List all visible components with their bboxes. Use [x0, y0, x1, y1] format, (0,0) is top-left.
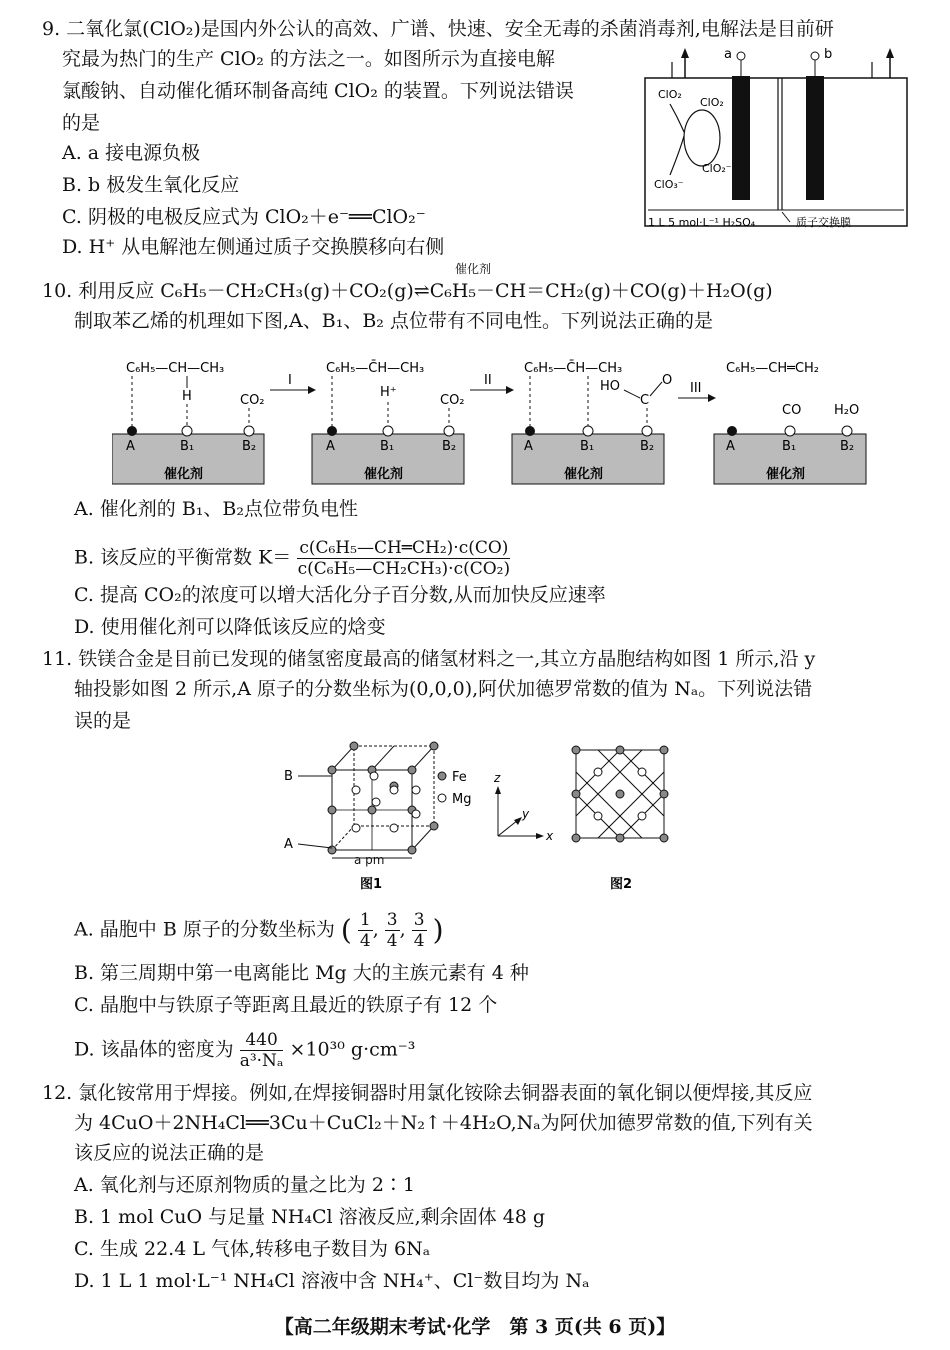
q9-membrane-label: 质子交换膜 — [796, 216, 851, 229]
q11-coord-z-den: 4 — [413, 931, 425, 951]
q9-option-c: C. 阴极的电极反应式为 ClO₂＋e⁻══ClO₂⁻ — [62, 206, 426, 228]
q11-coord-x-den: 4 — [359, 931, 371, 951]
q10-mechanism-figure — [112, 340, 870, 488]
q11-density-fraction — [240, 1030, 284, 1071]
q10-option-d: D. 使用催化剂可以降低该反应的焓变 — [74, 616, 386, 638]
q10-k-denominator: c(C₆H₅—CH₂CH₃)·c(CO₂) — [297, 559, 511, 579]
q10-line-1: 10. 利用反应 C₆H₅－CH₂CH₃(g)＋CO₂(g)⇌C₆H₅－CH＝CH₂(g)＋CO(g)＋H₂O(g) — [42, 280, 773, 302]
q11-legend-fe-dot — [438, 772, 446, 780]
q9-cell — [645, 78, 907, 226]
q11-option-c: C. 晶胞中与铁原子等距离且最近的铁原子有 12 个 — [74, 994, 498, 1016]
q10-panel-3 — [512, 361, 672, 484]
q10-panel-4-co: CO — [782, 403, 802, 418]
q11-legend-fe: Fe — [452, 770, 467, 785]
q9-line-4: 的是 — [62, 112, 101, 134]
q11-fig1-label: 图1 — [360, 877, 383, 892]
q10-panel-3-ho: HO — [600, 379, 621, 394]
q12-line-1: 12. 氯化铵常用于焊接。例如,在焊接铜器时用氯化铵除去铜器表面的氧化铜以便焊接,其反应 — [42, 1082, 813, 1104]
q10-step-1: I — [288, 373, 292, 388]
q11-paren-open: ( — [340, 913, 352, 947]
q11-crystal-figure — [276, 740, 676, 896]
q12-option-c: C. 生成 22.4 L 气体,转移电子数目为 6Nₐ — [74, 1238, 431, 1260]
q10-panel-3-site-a: A — [524, 439, 533, 454]
q10-panel-1-site-b2: B₂ — [242, 439, 257, 454]
q11-projection — [572, 746, 668, 842]
q9-label-b: b — [824, 47, 833, 62]
q11-density-den: a³·Nₐ — [239, 1051, 284, 1071]
q10-panel-3-molecule: C₆H₅—C̄H—CH₃ — [524, 361, 623, 376]
q9-outlet-arrow-left — [681, 48, 689, 58]
q11-coord-z — [412, 910, 427, 951]
q10-panel-3-site-b2: B₂ — [640, 439, 655, 454]
q11-legend-mg-dot — [438, 794, 446, 802]
q9-line-3: 氯酸钠、自动催化循环制备高纯 ClO₂ 的装置。下列说法错误 — [62, 80, 574, 102]
q11-coord-x — [358, 910, 373, 951]
q11-label-b: B — [284, 769, 293, 784]
q10-panel-1-h: H — [182, 389, 192, 404]
q11-coord-z-num: 3 — [413, 910, 425, 930]
q10-panel-2-molecule: C₆H₅—C̄H—CH₃ — [326, 361, 425, 376]
q9-outlet-arrow-right — [886, 48, 894, 58]
q10-panel-4-site-b2: B₂ — [840, 439, 855, 454]
q10-panel-1 — [112, 361, 265, 484]
q11-coord-y-den: 4 — [386, 931, 398, 951]
q10-panel-1-catalyst: 催化剂 — [164, 467, 204, 482]
q10-panel-1-site-a: A — [126, 439, 135, 454]
q10-panel-1-molecule: C₆H₅—CH—CH₃ — [126, 361, 225, 376]
q12-line-2: 为 4CuO＋2NH₄Cl══3Cu＋CuCl₂＋N₂↑＋4H₂O,Nₐ为阿伏加德罗常数的值,下列有关 — [74, 1112, 813, 1134]
q10-panel-4 — [714, 361, 866, 484]
q12-option-d: D. 1 L 1 mol·L⁻¹ NH₄Cl 溶液中含 NH₄⁺、Cl⁻数目均为 Nₐ — [74, 1270, 590, 1292]
q11-option-d — [74, 1030, 415, 1071]
q9-cycle — [684, 110, 720, 166]
q11-option-b: B. 第三周期中第一电离能比 Mg 大的主族元素有 4 种 — [74, 962, 529, 984]
q11-density-tail: ×10³⁰ g·cm⁻³ — [289, 1038, 416, 1061]
q10-arrow-label: 催化剂 — [455, 262, 492, 276]
q10-panel-3-c: C — [640, 393, 650, 408]
q10-k-fraction — [297, 538, 510, 579]
q10-panel-2-catalyst: 催化剂 — [364, 467, 404, 482]
q10-option-c: C. 提高 CO₂的浓度可以增大活化分子百分数,从而加快反应速率 — [74, 584, 606, 606]
q11-option-a-text: A. 晶胞中 B 原子的分数坐标为 — [74, 918, 335, 941]
q9-line-1: 9. 二氧化氯(ClO₂)是国内外公认的高效、广谱、快速、安全无毒的杀菌消毒剂,电解法是目前研 — [42, 18, 834, 40]
q10-panel-4-h2o: H₂O — [834, 403, 860, 418]
q11-density-num: 440 — [240, 1030, 284, 1051]
q10-panel-3-o: O — [662, 373, 673, 388]
q11-axis-y: y — [522, 807, 530, 821]
q11-label-a: A — [284, 837, 293, 852]
q11-axis-x: x — [546, 829, 554, 843]
q9-line-2: 究最为热门的生产 ClO₂ 的方法之一。如图所示为直接电解 — [62, 48, 555, 70]
q9-species-3: ClO₂⁻ — [702, 162, 732, 175]
q10-line-2: 制取苯乙烯的机理如下图,A、B₁、B₂ 点位带有不同电性。下列说法正确的是 — [74, 310, 713, 332]
q9-electrolysis-figure — [640, 40, 912, 232]
q10-option-b-text: B. 该反应的平衡常数 K＝ — [74, 546, 292, 569]
q9-electrolyte: 1 L 5 mol·L⁻¹ H₂SO₄ — [648, 216, 756, 229]
q11-option-a: A. 晶胞中 B 原子的分数坐标为 ( $\frac{1}{4}$ , $\frac{3}{4}$ , $\frac{3}{4}$ ) — [74, 910, 444, 951]
page-footer: 【高二年级期末考试·化学 第 3 页(共 6 页)】 — [274, 1316, 676, 1338]
q9-option-d: D. H⁺ 从电解池左侧通过质子交换膜移向右侧 — [62, 236, 445, 258]
q9-species-2: ClO₂ — [700, 96, 724, 109]
q9-electrode-b — [806, 76, 824, 200]
q11-legend-mg: Mg — [452, 792, 472, 807]
q10-panel-2-site-b1: B₁ — [380, 439, 395, 454]
q10-panel-2 — [312, 361, 465, 484]
q11-coord-y — [385, 910, 400, 951]
q9-terminal-b — [811, 52, 819, 60]
q10-panel-2-site-b2: B₂ — [442, 439, 457, 454]
q10-panel-4-molecule: C₆H₅—CH═CH₂ — [726, 361, 820, 376]
q9-species-4: ClO₃⁻ — [654, 178, 684, 191]
q10-step-2: II — [484, 373, 492, 388]
q10-option-b — [74, 538, 510, 579]
q12-line-3: 该反应的说法正确的是 — [74, 1142, 265, 1164]
q9-terminal-a — [737, 52, 745, 60]
q11-line-3: 误的是 — [74, 710, 132, 732]
q11-paren-close: ) — [432, 913, 444, 947]
q9-species-1: ClO₂ — [658, 88, 682, 101]
q11-coord-x-num: 1 — [359, 910, 371, 930]
q10-panel-1-co2: CO₂ — [240, 393, 265, 408]
q9-electrode-a — [732, 76, 750, 200]
q12-option-a: A. 氧化剂与还原剂物质的量之比为 2∶1 — [74, 1174, 416, 1196]
q10-panel-4-site-b1: B₁ — [782, 439, 797, 454]
q9-option-a: A. a 接电源负极 — [62, 142, 201, 164]
q10-panel-2-co2: CO₂ — [440, 393, 465, 408]
q10-step-3: III — [690, 381, 702, 396]
q10-k-numerator: c(C₆H₅—CH═CH₂)·c(CO) — [299, 538, 509, 558]
q10-panel-3-site-b1: B₁ — [580, 439, 595, 454]
q10-option-a: A. 催化剂的 B₁、B₂点位带负电性 — [74, 498, 358, 520]
q11-option-d-text: D. 该晶体的密度为 — [74, 1038, 234, 1061]
q11-lattice-label: a pm — [354, 853, 385, 867]
q10-panel-1-site-b1: B₁ — [180, 439, 195, 454]
q11-fig2-label: 图2 — [610, 877, 633, 892]
q10-panel-3-catalyst: 催化剂 — [564, 467, 604, 482]
q9-label-a: a — [724, 47, 732, 62]
q11-coord-y-num: 3 — [386, 910, 398, 930]
q12-option-b: B. 1 mol CuO 与足量 NH₄Cl 溶液反应,剩余固体 48 g — [74, 1206, 546, 1228]
q11-line-2: 轴投影如图 2 所示,A 原子的分数坐标为(0,0,0),阿伏加德罗常数的值为 Nₐ。下列说法错 — [74, 678, 813, 700]
q9-option-b: B. b 极发生氧化反应 — [62, 174, 240, 196]
q10-panel-4-site-a: A — [726, 439, 735, 454]
q11-axis-z: z — [494, 771, 501, 785]
q10-panel-2-h: H⁺ — [380, 385, 397, 400]
q11-line-1: 11. 铁镁合金是目前已发现的储氢密度最高的储氢材料之一,其立方晶胞结构如图 1 所示,沿 y — [42, 648, 816, 670]
q10-panel-2-site-a: A — [326, 439, 335, 454]
q10-panel-4-catalyst: 催化剂 — [766, 467, 806, 482]
